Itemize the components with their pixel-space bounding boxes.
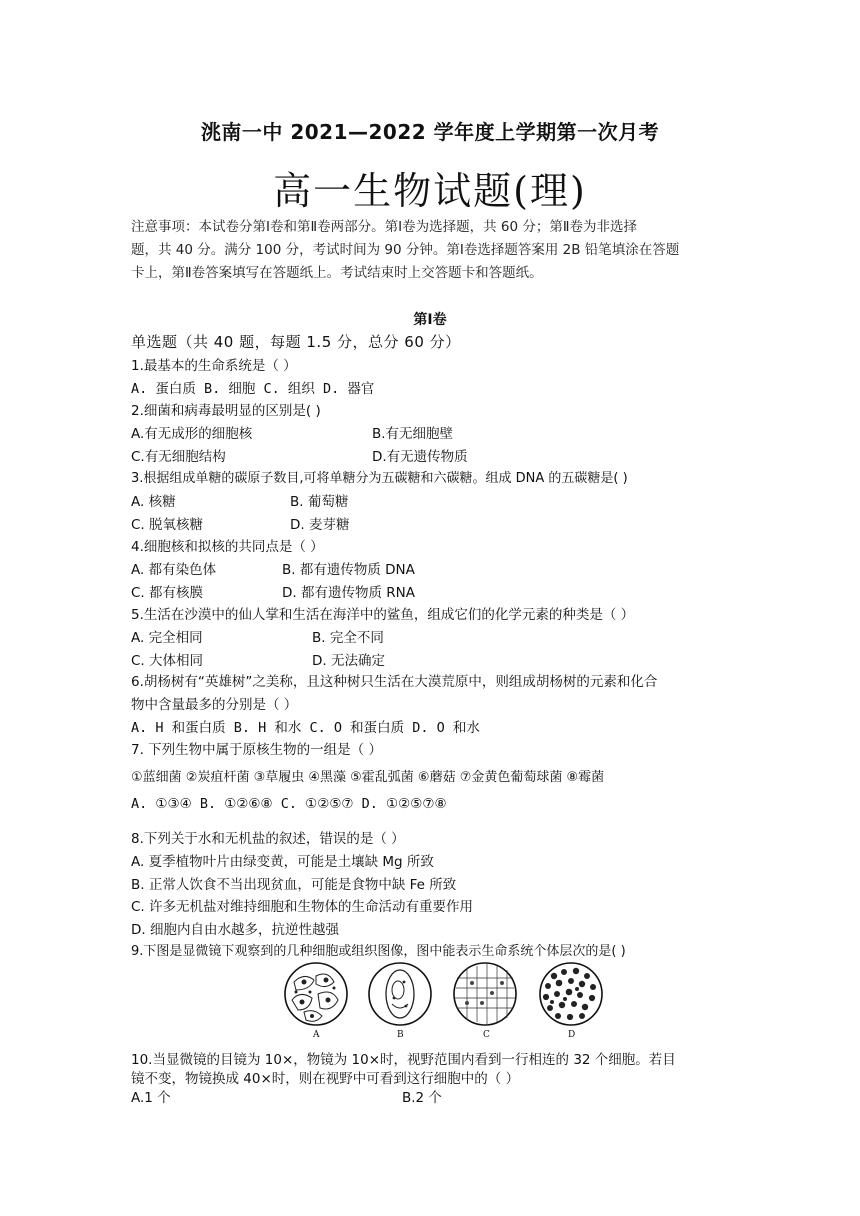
question-3-stem: 3.根据组成单糖的碳原子数目,可将单糖分为五碳糖和六碳糖。组成 DNA 的五碳糖是( ) [131, 471, 628, 486]
question-3-option-a: A. 核糖 [131, 494, 176, 510]
figure-label-b: B [397, 1030, 404, 1040]
section-title: 第Ⅰ卷 [413, 312, 447, 328]
question-7-stem: 7. 下列生物中属于原核生物的一组是（ ） [131, 742, 382, 758]
question-8-option-a: A. 夏季植物叶片由绿变黄，可能是土壤缺 Mg 所致 [131, 854, 434, 870]
question-4-option-a: A. 都有染色体 [131, 562, 217, 578]
microscope-images [282, 962, 612, 1042]
question-8-option-b: B. 正常人饮食不当出现贫血，可能是食物中缺 Fe 所致 [131, 877, 457, 893]
question-3-option-c: C. 脱氧核糖 [131, 517, 204, 533]
question-4-option-c: C. 都有核膜 [131, 585, 204, 601]
question-8-option-c: C. 许多无机盐对维持细胞和生物体的生命活动有重要作用 [131, 899, 474, 915]
question-5-option-a: A. 完全相同 [131, 630, 203, 646]
question-2-stem: 2.细菌和病毒最明显的区别是( ) [131, 403, 321, 419]
microscope-figure [282, 962, 612, 1032]
figure-label-d: D [568, 1030, 576, 1040]
figure-label-c: C [483, 1030, 490, 1040]
question-6-stem-cont: 物中含量最多的分别是（ ） [131, 697, 298, 713]
question-9-stem: 9.下图是显微镜下观察到的几种细胞或组织图像，图中能表示生命系统个体层次的是( ) [131, 944, 626, 959]
question-6-options: A. H 和蛋白质 B. H 和水 C. O 和蛋白质 D. O 和水 [131, 720, 480, 736]
notice-line: 题，共 40 分。满分 100 分，考试时间为 90 分钟。第Ⅰ卷选择题答案用 2B 铅笔填涂在答题 [131, 242, 680, 258]
question-5-option-d: D. 无法确定 [312, 653, 385, 669]
question-2-option-d: D.有无遗传物质 [372, 449, 468, 465]
question-5-option-b: B. 完全不同 [312, 630, 384, 646]
question-3-option-d: D. 麦芽糖 [290, 517, 350, 533]
page-title: 高一生物试题(理) [273, 169, 587, 213]
question-5-option-c: C. 大体相同 [131, 653, 204, 669]
question-4-option-b: B. 都有遗传物质 DNA [282, 562, 415, 578]
question-8-option-d: D. 细胞内自由水越多，抗逆性越强 [131, 922, 339, 938]
question-10-option-a: A.1 个 [131, 1090, 171, 1106]
question-2-option-b: B.有无细胞壁 [372, 426, 454, 442]
question-5-stem: 5.生活在沙漠中的仙人掌和生活在海洋中的鲨鱼，组成它们的化学元素的种类是（ ） [131, 607, 635, 623]
micro-image-c [454, 963, 516, 1025]
question-10-stem-cont: 镜不变，物镜换成 40×时，则在视野中可看到这行细胞中的（ ） [131, 1071, 520, 1087]
notice-line: 卡上，第Ⅱ卷答案填写在答题纸上。考试结束时上交答题卡和答题纸。 [131, 265, 543, 281]
question-10-stem: 10.当显微镜的目镜为 10×，物镜为 10×时，视野范围内看到一行相连的 32 个细胞。若目 [131, 1052, 676, 1068]
question-1-options: A. 蛋白质 B. 细胞 C. 组织 D. 器官 [131, 381, 375, 397]
question-3-option-b: B. 葡萄糖 [290, 494, 349, 510]
question-2-option-c: C.有无细胞结构 [131, 449, 226, 465]
question-2-option-a: A.有无成形的细胞核 [131, 426, 253, 442]
question-7-options: A. ①③④ B. ①②⑥⑧ C. ①②⑤⑦ D. ①②⑤⑦⑧ [131, 796, 447, 812]
micro-image-a [285, 963, 347, 1025]
exam-notice [131, 216, 731, 285]
question-6-stem: 6.胡杨树有“英雄树”之美称，且这种树只生活在大漠荒原中，则组成胡杨树的元素和化合 [131, 674, 658, 690]
school-exam-title: 洮南一中 2021—2022 学年度上学期第一次月考 [200, 120, 660, 144]
figure-label-a: A [313, 1030, 320, 1040]
question-4-stem: 4.细胞核和拟核的共同点是（ ） [131, 539, 324, 555]
question-10-option-b: B.2 个 [402, 1090, 442, 1106]
question-7-organism-list: ①蓝细菌 ②炭疽杆菌 ③草履虫 ④黑藻 ⑤霍乱弧菌 ⑥蘑菇 ⑦金黄色葡萄球菌 ⑧霉菌 [131, 770, 605, 785]
micro-image-d [540, 963, 602, 1025]
question-8-stem: 8.下列关于水和无机盐的叙述，错误的是（ ） [131, 831, 405, 847]
notice-line: 注意事项：本试卷分第Ⅰ卷和第Ⅱ卷两部分。第Ⅰ卷为选择题，共 60 分；第Ⅱ卷为非选择 [131, 219, 638, 235]
section-intro: 单选题（共 40 题，每题 1.5 分，总分 60 分） [131, 333, 461, 351]
micro-image-b [369, 963, 431, 1025]
question-1-stem: 1.最基本的生命系统是（ ） [131, 358, 297, 374]
question-4-option-d: D. 都有遗传物质 RNA [282, 585, 415, 601]
